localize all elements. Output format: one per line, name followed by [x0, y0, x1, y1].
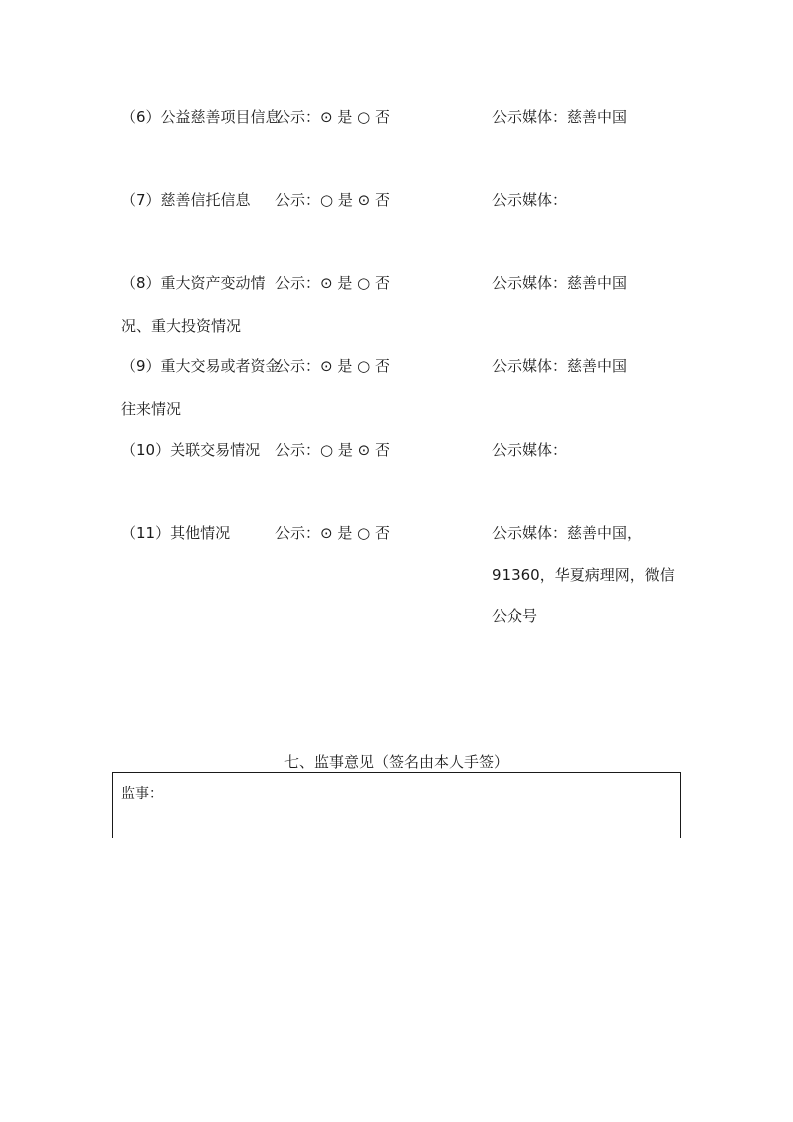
row-11-label: （11）其他情况 [121, 524, 231, 542]
row-8-label-continued: 况、重大投资情况 [121, 317, 242, 335]
row-9-media: 公示媒体：慈善中国 [492, 357, 628, 375]
row-9-label-continued: 往来情况 [121, 400, 182, 418]
supervisor-section-title: 七、监事意见（签名由本人手签） [283, 753, 509, 771]
row-11-media-line-3: 公众号 [492, 607, 538, 625]
row-9-publicity: 公示：⊙ 是 ○ 否 [275, 357, 390, 375]
row-11-media-line-2: 91360，华夏病理网，微信 [492, 566, 675, 584]
row-7-media: 公示媒体： [492, 191, 568, 209]
row-8-label: （8）重大资产变动情 [121, 274, 266, 292]
row-6-label: （6）公益慈善项目信息 [121, 108, 281, 126]
row-9-label: （9）重大交易或者资金 [121, 357, 281, 375]
row-11-media-line-1: 公示媒体：慈善中国， [492, 524, 643, 542]
row-10-label: （10）关联交易情况 [121, 441, 261, 459]
supervisor-signature-box [112, 772, 681, 838]
row-6-media: 公示媒体：慈善中国 [492, 108, 628, 126]
row-10-publicity: 公示：○ 是 ⊙ 否 [275, 441, 390, 459]
supervisor-label: 监事： [121, 786, 163, 802]
row-7-publicity: 公示：○ 是 ⊙ 否 [275, 191, 390, 209]
row-10-media: 公示媒体： [492, 441, 568, 459]
row-8-media: 公示媒体：慈善中国 [492, 274, 628, 292]
row-11-publicity: 公示：⊙ 是 ○ 否 [275, 524, 390, 542]
row-6-publicity: 公示：⊙ 是 ○ 否 [275, 108, 390, 126]
row-7-label: （7）慈善信托信息 [121, 191, 251, 209]
row-8-publicity: 公示：⊙ 是 ○ 否 [275, 274, 390, 292]
